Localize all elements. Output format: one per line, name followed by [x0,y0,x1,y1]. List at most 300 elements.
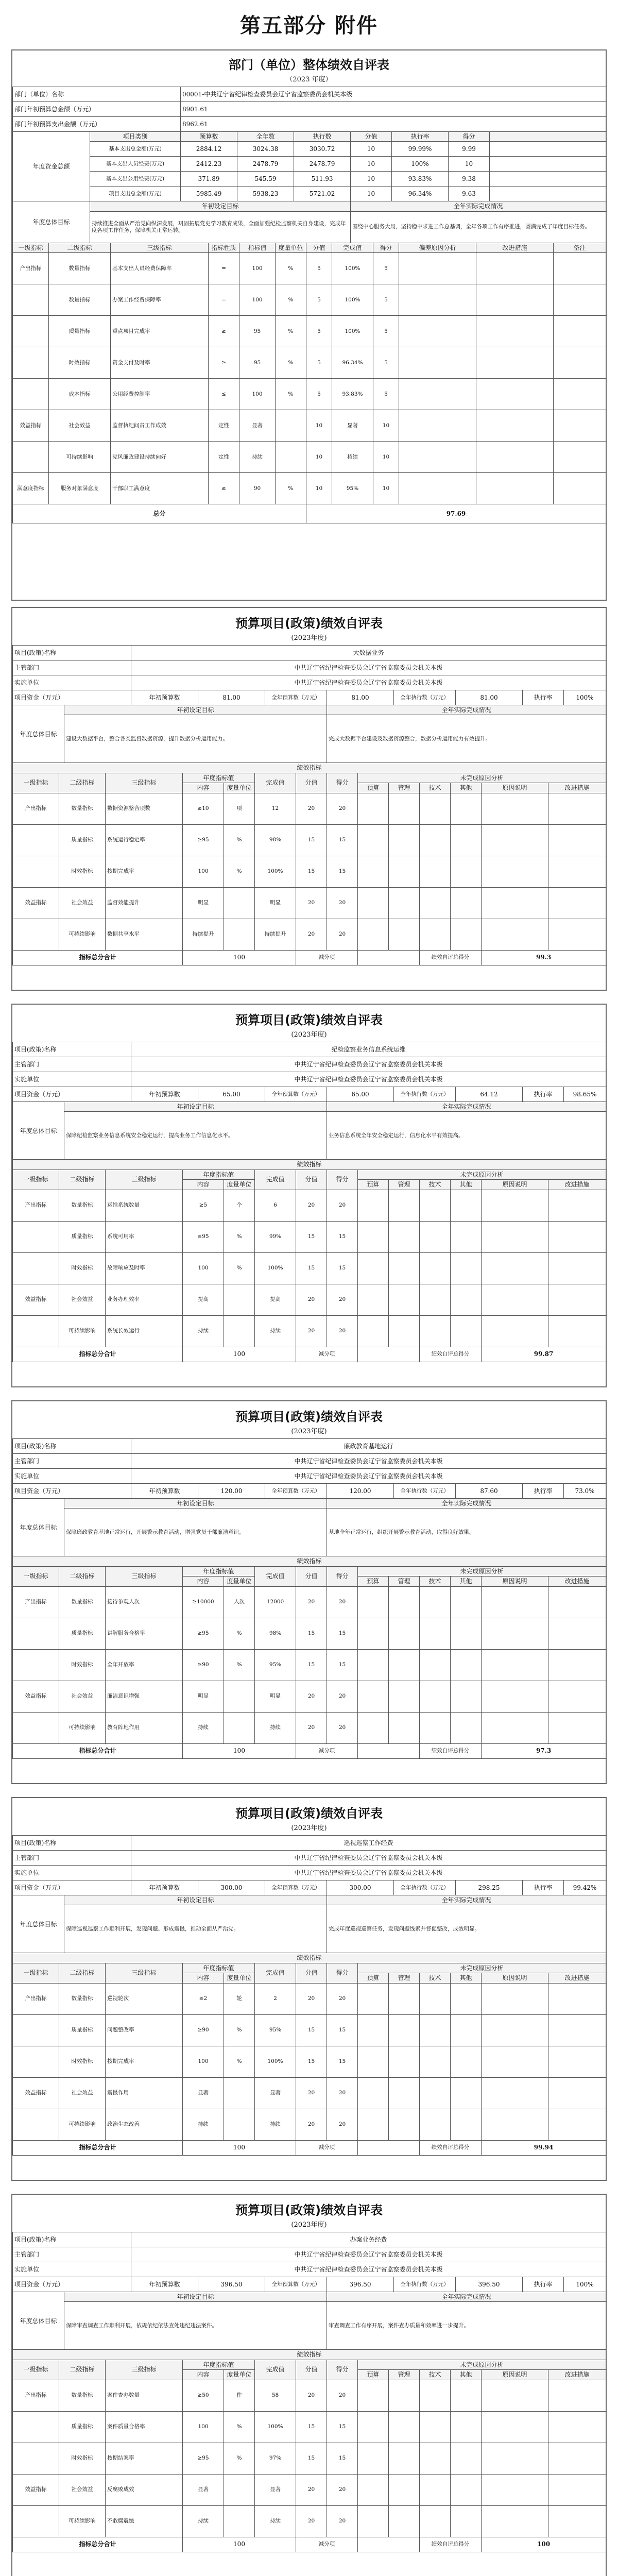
project-head-l1: 一级指标 [13,1963,59,1983]
project-ind-fix [548,887,606,919]
indicator-cell-u: % [276,347,306,379]
project-self-score: 97.3 [482,1743,606,1758]
project-head-l1: 一级指标 [13,1566,59,1586]
project-head-content: 内容 [183,1577,224,1586]
project-ind-tech [420,2077,451,2109]
project-sum-score: 100 [183,2537,296,2552]
project-indicator-row [13,2443,606,2474]
indicator-cell-g: 5 [373,316,399,347]
project-ind-actual: 99% [255,1221,296,1252]
indicator-cell-n: ≥ [209,316,239,347]
project-ind-fix [548,2505,606,2537]
project-evaluation-form [11,1400,607,1784]
project-ind-actual: 持续 [255,2109,296,2140]
project-head-tech: 技术 [420,1577,451,1586]
ind-head-actual: 完成值 [332,243,373,252]
project-ind-target: 显著 [183,2077,224,2109]
project-ind-unit: % [224,1618,255,1649]
project-ind-fix [548,2046,606,2077]
project-ind-l3: 按期完成率 [106,2046,183,2077]
project-ind-unit [224,1712,255,1743]
project-full-budget: 396.50 [327,2277,394,2292]
project-head-fix: 改进措施 [548,1180,606,1190]
project-ind-other [451,1252,482,1284]
project-ind-score: 15 [296,1649,327,1681]
indicator-empty-cell [554,253,606,284]
project-name-label: 项目(政策)名称 [13,646,131,660]
project-sum-label: 指标总分合计 [13,1347,183,1362]
project-ind-score: 20 [296,1712,327,1743]
indicator-empty-cell [399,284,476,316]
project-ind-unit [224,919,255,950]
project-ind-actual: 显著 [255,2474,296,2505]
project-ind-l3: 讲解服务合格率 [106,1618,183,1649]
dept-total-score: 97.69 [306,504,606,523]
project-plan-head: 年初设定目标 [64,1895,327,1905]
project-ind-reason [482,2411,548,2443]
project-ind-fix [548,1221,606,1252]
project-ind-l1 [13,2443,59,2474]
project-impl-value: 中共辽宁省纪律检查委员会辽宁省监察委员会机关本级 [131,1866,606,1880]
project-ind-target: 100 [183,2411,224,2443]
project-fund-label: 项目资金（万元） [13,1087,131,1102]
project-head-target: 年度指标值 [183,1170,255,1179]
project-dept-value: 中共辽宁省纪律检查委员会辽宁省监察委员会机关本级 [131,1454,606,1469]
project-dept-label: 主管部门 [13,660,131,675]
project-exec-label: 全年执行数（万元） [394,1484,456,1499]
project-perf-head: 绩效指标 [13,1556,606,1566]
indicator-row [13,284,606,316]
project-ind-mgmt [389,2411,420,2443]
project-ind-reason [482,1681,548,1712]
project-ind-got: 15 [327,824,358,856]
project-ind-reason [482,2046,548,2077]
indicator-cell-l3: 重点项目完成率 [111,316,209,347]
project-head-unit: 度量单位 [224,1180,255,1190]
indicator-cell-l2: 社会效益 [49,410,111,442]
project-ind-got: 20 [327,1284,358,1315]
project-ind-mgmt [389,887,420,919]
indicator-cell-v: 95 [239,316,276,347]
project-ind-score: 20 [296,2474,327,2505]
fund-row: 项目支出总金额(万元) 5985.49 5938.23 5721.02 10 96.34% 9.63 [13,187,606,201]
project-head-unit: 度量单位 [224,1973,255,1983]
indicator-cell-a: 93.83% [332,379,373,410]
project-ind-tech [420,1586,451,1618]
project-goal-plan: 保障巡视巡察工作顺利开展，发现问题、形成震慑，推动全面从严治党。 [64,1905,327,1953]
indicator-empty-cell [476,316,554,347]
project-exec: 87.60 [456,1484,523,1499]
project-year-budget-label: 年初预算数 [131,2277,198,2292]
project-ind-l3: 案件查办数量 [106,2380,183,2411]
project-head-l2: 二级指标 [59,1170,106,1190]
project-ind-mgmt [389,1190,420,1221]
indicator-cell-s: 5 [306,316,332,347]
project-done-head: 全年实际完成情况 [327,1895,606,1905]
project-indicator-row [13,919,606,950]
project-ind-reason [482,887,548,919]
project-ind-actual: 持续 [255,1712,296,1743]
project-head-target: 年度指标值 [183,1566,255,1576]
project-ind-tech [420,1681,451,1712]
project-ind-mgmt [389,2380,420,2411]
project-ind-target: ≥90 [183,2014,224,2046]
project-dept-value: 中共辽宁省纪律检查委员会辽宁省监察委员会机关本级 [131,2247,606,2262]
project-ind-l3: 故障响应及时率 [106,1252,183,1284]
project-ind-l2: 可持续影响 [59,2109,106,2140]
project-head-score: 分值 [296,1963,327,1983]
project-ind-budget [358,2109,389,2140]
indicator-cell-a: 持续 [332,442,373,473]
project-ind-score: 20 [296,1284,327,1315]
project-head-content: 内容 [183,2370,224,2380]
project-ind-target: 100 [183,856,224,887]
project-ind-reason [482,824,548,856]
project-fund-label: 项目资金（万元） [13,690,131,705]
project-impl-label: 实施单位 [13,1866,131,1880]
project-ind-got: 20 [327,2505,358,2537]
project-ind-got: 20 [327,793,358,824]
project-ind-got: 15 [327,1618,358,1649]
project-indicator-row [13,1681,606,1712]
col-rate: 执行率 [392,132,449,142]
indicator-row [13,410,606,442]
project-ind-l2: 数量指标 [59,1983,106,2014]
indicator-cell-a: 100% [332,253,373,284]
indicator-row [13,473,606,504]
project-head-tech: 技术 [420,1180,451,1190]
indicator-cell-l1 [13,442,49,473]
project-ind-budget [358,2046,389,2077]
indicator-cell-l1: 满意度指标 [13,473,49,504]
project-ind-l1: 产出指标 [13,1586,59,1618]
project-ind-got: 15 [327,2443,358,2474]
project-ind-unit: 人次 [224,1586,255,1618]
indicator-cell-u: % [276,253,306,284]
indicator-empty-cell [399,379,476,410]
indicator-cell-n: = [209,284,239,316]
project-ind-score: 20 [296,1586,327,1618]
project-ind-fix [548,1681,606,1712]
project-ind-other [451,856,482,887]
project-ind-target: ≥2 [183,1983,224,2014]
project-ind-reason [482,1284,548,1315]
project-indicator-table [12,1556,606,1758]
project-ind-target: ≥95 [183,1618,224,1649]
project-ind-l2: 可持续影响 [59,2505,106,2537]
project-full-budget-label: 全年预算数（万元） [265,2277,327,2292]
project-ind-fix [548,824,606,856]
ind-head-measure: 改进措施 [476,243,554,252]
indicator-cell-l2: 服务对象满意度 [49,473,111,504]
fund-section-label: 年度资金总额 [13,132,90,201]
goal-done-head: 全年实际完成情况 [351,201,606,211]
ind-head-l1: 一级指标 [13,243,49,252]
project-name-value: 廉政教育基地运行 [131,1439,606,1454]
project-ind-l3: 监督效能提升 [106,887,183,919]
project-name-value: 纪检监察业务信息系统运维 [131,1042,606,1057]
project-head-target: 年度指标值 [183,1963,255,1973]
project-ind-l1: 效益指标 [13,887,59,919]
project-head-actual: 完成值 [255,773,296,793]
project-ind-got: 20 [327,2109,358,2140]
project-done-head: 全年实际完成情况 [327,1102,606,1112]
project-ind-fix [548,1712,606,1743]
project-ind-l2: 时效指标 [59,2443,106,2474]
project-name-value: 巡视巡察工作经费 [131,1836,606,1851]
indicator-cell-n: 定性 [209,410,239,442]
project-ind-unit: % [224,2014,255,2046]
project-indicator-table [12,1953,606,2155]
project-self-score: 100 [482,2537,606,2552]
project-ind-unit [224,2474,255,2505]
project-ind-reason [482,2474,548,2505]
project-ind-actual: 持续提升 [255,919,296,950]
project-ind-l3: 数据共享水平 [106,919,183,950]
project-ind-fix [548,1618,606,1649]
project-year-budget: 120.00 [198,1484,265,1499]
indicator-cell-s: 10 [306,473,332,504]
project-ind-target: 明显 [183,887,224,919]
project-ind-l3: 业务办理效率 [106,1284,183,1315]
project-minus-label: 减分项 [296,950,358,965]
project-head-l2: 二级指标 [59,773,106,793]
project-ind-mgmt [389,1315,420,1347]
project-ind-target: ≥95 [183,824,224,856]
indicator-row [13,253,606,284]
project-ind-other [451,1284,482,1315]
project-self-label: 绩效自评总得分 [420,1347,482,1362]
project-ind-l2: 社会效益 [59,1681,106,1712]
project-year-budget-label: 年初预算数 [131,690,198,705]
project-ind-budget [358,887,389,919]
indicator-cell-u: % [276,473,306,504]
project-plan-head: 年初设定目标 [64,1499,327,1509]
project-ind-reason [482,1618,548,1649]
project-ind-score: 20 [296,2109,327,2140]
dept-budget-label: 部门年初预算总金额（万元） [13,102,181,117]
project-form-year: (2023年度) [291,634,327,642]
project-name-value: 办案业务经费 [131,2232,606,2247]
project-ind-fix [548,1190,606,1221]
project-ind-tech [420,2380,451,2411]
indicator-empty-cell [476,253,554,284]
page-title: 第五部分 附件 [240,13,378,38]
project-ind-reason [482,2109,548,2140]
project-ind-got: 20 [327,1983,358,2014]
project-rate-label: 执行率 [523,690,564,705]
project-ind-l3: 震慑作用 [106,2077,183,2109]
project-ind-l3: 案件质量合格率 [106,2411,183,2443]
project-ind-got: 15 [327,2046,358,2077]
project-ind-fix [548,2411,606,2443]
project-ind-other [451,793,482,824]
indicator-cell-l3: 办案工作经费保障率 [111,284,209,316]
project-ind-other [451,1618,482,1649]
project-ind-fix [548,1983,606,2014]
project-head-l1: 一级指标 [13,773,59,793]
project-head-fix: 改进措施 [548,2370,606,2380]
project-indicator-row [13,1190,606,1221]
project-ind-budget [358,2411,389,2443]
indicator-empty-cell [554,379,606,410]
project-ind-reason [482,1190,548,1221]
project-ind-reason [482,1221,548,1252]
project-ind-tech [420,824,451,856]
project-form-title: 预算项目(政策)绩效自评表 [235,1410,383,1424]
project-head-actual: 完成值 [255,1963,296,1983]
project-minus-label: 减分项 [296,1347,358,1362]
project-ind-actual: 明显 [255,1681,296,1712]
project-goal-section: 年度总体目标 [13,705,64,763]
project-exec-label: 全年执行数（万元） [394,1087,456,1102]
fund-row: 基本支出人员经费(万元) 2412.23 2478.79 2478.79 10 100% 10 [13,157,606,172]
project-evaluation-form [11,2194,607,2576]
indicator-cell-n: = [209,253,239,284]
project-ind-tech [420,1983,451,2014]
project-ind-budget [358,824,389,856]
project-head-fix: 改进措施 [548,1577,606,1586]
indicator-cell-v: 100 [239,379,276,410]
project-sum-label: 指标总分合计 [13,2140,183,2155]
project-ind-mgmt [389,1983,420,2014]
project-ind-reason [482,2505,548,2537]
project-minus-value [358,2140,420,2155]
project-form-title: 预算项目(政策)绩效自评表 [235,1806,383,1821]
project-ind-got: 15 [327,856,358,887]
project-rate-label: 执行率 [523,2277,564,2292]
project-impl-label: 实施单位 [13,675,131,690]
project-ind-mgmt [389,824,420,856]
project-ind-score: 20 [296,1681,327,1712]
project-ind-mgmt [389,2474,420,2505]
project-head-l2: 二级指标 [59,1963,106,1983]
project-dept-label: 主管部门 [13,1454,131,1469]
project-ind-tech [420,2474,451,2505]
project-indicator-row [13,793,606,824]
project-ind-mgmt [389,2505,420,2537]
project-self-score: 99.87 [482,1347,606,1362]
project-ind-fix [548,1586,606,1618]
indicator-row [13,347,606,379]
project-ind-actual: 100% [255,2046,296,2077]
project-form-year: (2023年度) [291,1428,327,1435]
project-ind-other [451,2077,482,2109]
project-ind-l1: 产出指标 [13,793,59,824]
project-ind-actual: 100% [255,2411,296,2443]
ind-head-nature: 指标性质 [209,243,239,252]
ind-head-l3: 三级指标 [111,243,209,252]
project-ind-target: 持续 [183,1315,224,1347]
project-ind-l3: 问题整改率 [106,2014,183,2046]
project-ind-budget [358,1221,389,1252]
project-ind-fix [548,2077,606,2109]
project-ind-got: 20 [327,1712,358,1743]
project-ind-l2: 质量指标 [59,2411,106,2443]
project-impl-label: 实施单位 [13,1469,131,1484]
project-impl-label: 实施单位 [13,2262,131,2277]
project-head-actual: 完成值 [255,1566,296,1586]
project-ind-unit: % [224,856,255,887]
indicator-cell-g: 10 [373,442,399,473]
project-head-actual: 完成值 [255,2360,296,2380]
project-ind-l2: 质量指标 [59,2014,106,2046]
project-sum-score: 100 [183,2140,296,2155]
project-indicator-row [13,2505,606,2537]
project-ind-score: 15 [296,1252,327,1284]
project-year-budget-label: 年初预算数 [131,1087,198,1102]
project-ind-other [451,2046,482,2077]
indicator-cell-g: 5 [373,253,399,284]
project-ind-actual: 95% [255,2014,296,2046]
project-self-label: 绩效自评总得分 [420,1743,482,1758]
indicator-row [13,316,606,347]
project-ind-reason [482,2443,548,2474]
project-head-mgmt: 管理 [389,1180,420,1190]
project-rate: 98.65% [564,1087,606,1102]
indicator-cell-g: 5 [373,284,399,316]
indicator-cell-l1 [13,347,49,379]
project-head-other: 其他 [451,1973,482,1983]
project-ind-l3: 政治生态改善 [106,2109,183,2140]
indicator-cell-l1 [13,284,49,316]
project-head-mgmt: 管理 [389,783,420,793]
project-ind-score: 20 [296,2380,327,2411]
project-ind-score: 20 [296,887,327,919]
project-basic-table [12,645,606,763]
project-indicator-row [13,2411,606,2443]
project-impl-value: 中共辽宁省纪律检查委员会辽宁省监察委员会机关本级 [131,675,606,690]
project-ind-budget [358,2474,389,2505]
indicator-cell-s: 5 [306,379,332,410]
project-ind-l3: 接待参观人次 [106,1586,183,1618]
project-head-l3: 三级指标 [106,1963,183,1983]
project-head-got: 得分 [327,2360,358,2380]
dept-indicator-table [12,243,606,523]
project-rate: 100% [564,690,606,705]
project-ind-l2: 社会效益 [59,2077,106,2109]
project-full-budget-label: 全年预算数（万元） [265,1880,327,1895]
col-exec: 执行数 [294,132,351,142]
project-ind-reason [482,2014,548,2046]
project-ind-score: 20 [296,1315,327,1347]
project-head-tech: 技术 [420,783,451,793]
project-ind-unit: % [224,2046,255,2077]
project-ind-reason [482,1315,548,1347]
dept-form-year: （2023 年度） [286,76,332,83]
indicator-cell-l3: 党风廉政建设持续向好 [111,442,209,473]
fund-row: 基本支出总金额(万元) 2884.12 3024.38 3030.72 10 99.99% 9.99 [13,142,606,157]
project-head-l3: 三级指标 [106,2360,183,2380]
project-ind-l1: 产出指标 [13,1983,59,2014]
project-ind-score: 20 [296,1190,327,1221]
indicator-cell-n: 定性 [209,442,239,473]
project-exec: 81.00 [456,690,523,705]
project-ind-score: 15 [296,2411,327,2443]
project-dept-label: 主管部门 [13,2247,131,2262]
project-ind-l2: 可持续影响 [59,919,106,950]
project-ind-target: 持续提升 [183,919,224,950]
project-ind-unit: % [224,2443,255,2474]
project-ind-mgmt [389,1712,420,1743]
ind-head-unit: 度量单位 [276,243,306,252]
project-ind-l3: 反腐败成效 [106,2474,183,2505]
project-ind-score: 15 [296,2046,327,2077]
project-head-other: 其他 [451,2370,482,2380]
indicator-cell-l1 [13,316,49,347]
project-head-dev: 未完成原因分析 [358,1963,606,1973]
project-goal-done: 审查调查工作有序开展，案件查办质量和效率进一步提升。 [327,2302,606,2350]
